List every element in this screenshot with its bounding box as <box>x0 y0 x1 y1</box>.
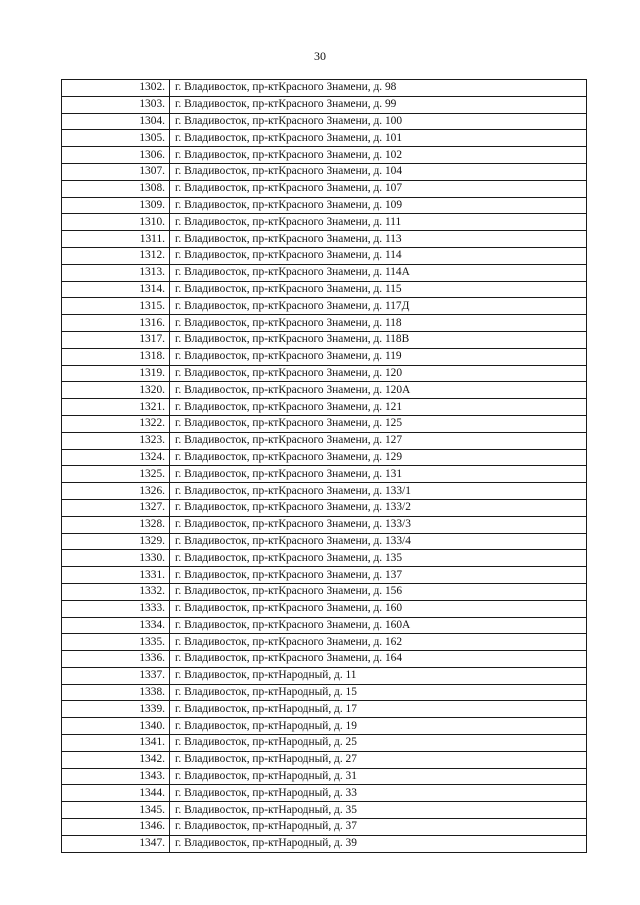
address-cell: г. Владивосток, пр-ктКрасного Знамени, д. 127 <box>170 432 587 449</box>
table-row <box>62 449 587 466</box>
table-row <box>62 583 587 600</box>
table-row <box>62 819 587 836</box>
address-cell: г. Владивосток, пр-ктКрасного Знамени, д. 113 <box>170 231 587 248</box>
table-row <box>62 163 587 180</box>
row-number-cell: 1314. <box>62 281 170 298</box>
address-cell: г. Владивосток, пр-ктКрасного Знамени, д. 133/4 <box>170 533 587 550</box>
row-number-cell: 1310. <box>62 214 170 231</box>
table-row <box>62 214 587 231</box>
table-row <box>62 281 587 298</box>
address-cell: г. Владивосток, пр-ктНародный, д. 31 <box>170 768 587 785</box>
row-number-cell: 1318. <box>62 348 170 365</box>
row-number-cell: 1345. <box>62 802 170 819</box>
row-number-cell: 1339. <box>62 701 170 718</box>
row-number-cell: 1315. <box>62 298 170 315</box>
address-cell: г. Владивосток, пр-ктКрасного Знамени, д. 120 <box>170 365 587 382</box>
table-row <box>62 667 587 684</box>
row-number-cell: 1329. <box>62 533 170 550</box>
table-row <box>62 550 587 567</box>
table-row <box>62 365 587 382</box>
row-number-cell: 1312. <box>62 247 170 264</box>
row-number-cell: 1316. <box>62 315 170 332</box>
address-cell: г. Владивосток, пр-ктКрасного Знамени, д. 120А <box>170 382 587 399</box>
table-row <box>62 432 587 449</box>
address-cell: г. Владивосток, пр-ктНародный, д. 17 <box>170 701 587 718</box>
row-number-cell: 1325. <box>62 466 170 483</box>
row-number-cell: 1337. <box>62 667 170 684</box>
address-cell: г. Владивосток, пр-ктКрасного Знамени, д. 107 <box>170 180 587 197</box>
address-cell: г. Владивосток, пр-ктКрасного Знамени, д. 101 <box>170 130 587 147</box>
address-cell: г. Владивосток, пр-ктНародный, д. 27 <box>170 751 587 768</box>
table-row <box>62 835 587 852</box>
row-number-cell: 1342. <box>62 751 170 768</box>
address-cell: г. Владивосток, пр-ктНародный, д. 33 <box>170 785 587 802</box>
row-number-cell: 1340. <box>62 718 170 735</box>
row-number-cell: 1309. <box>62 197 170 214</box>
address-cell: г. Владивосток, пр-ктКрасного Знамени, д. 114 <box>170 247 587 264</box>
address-cell: г. Владивосток, пр-ктКрасного Знамени, д. 118 <box>170 315 587 332</box>
address-table-body <box>62 80 587 853</box>
table-row <box>62 466 587 483</box>
row-number-cell: 1335. <box>62 634 170 651</box>
row-number-cell: 1330. <box>62 550 170 567</box>
table-row <box>62 315 587 332</box>
row-number-cell: 1343. <box>62 768 170 785</box>
table-row <box>62 96 587 113</box>
row-number-cell: 1331. <box>62 567 170 584</box>
row-number-cell: 1302. <box>62 80 170 97</box>
address-table <box>61 79 587 853</box>
address-cell: г. Владивосток, пр-ктНародный, д. 37 <box>170 819 587 836</box>
row-number-cell: 1321. <box>62 399 170 416</box>
table-row <box>62 735 587 752</box>
table-row <box>62 197 587 214</box>
address-cell: г. Владивосток, пр-ктКрасного Знамени, д. 164 <box>170 651 587 668</box>
row-number-cell: 1347. <box>62 835 170 852</box>
address-cell: г. Владивосток, пр-ктНародный, д. 11 <box>170 667 587 684</box>
address-cell: г. Владивосток, пр-ктКрасного Знамени, д. 133/1 <box>170 483 587 500</box>
address-cell: г. Владивосток, пр-ктКрасного Знамени, д. 131 <box>170 466 587 483</box>
row-number-cell: 1304. <box>62 113 170 130</box>
address-cell: г. Владивосток, пр-ктКрасного Знамени, д. 129 <box>170 449 587 466</box>
address-cell: г. Владивосток, пр-ктКрасного Знамени, д. 102 <box>170 147 587 164</box>
table-row <box>62 180 587 197</box>
page-number: 30 <box>314 49 326 63</box>
address-cell: г. Владивосток, пр-ктКрасного Знамени, д. 121 <box>170 399 587 416</box>
address-cell: г. Владивосток, пр-ктКрасного Знамени, д. 99 <box>170 96 587 113</box>
row-number-cell: 1317. <box>62 331 170 348</box>
address-cell: г. Владивосток, пр-ктКрасного Знамени, д. 111 <box>170 214 587 231</box>
row-number-cell: 1303. <box>62 96 170 113</box>
row-number-cell: 1322. <box>62 415 170 432</box>
address-cell: г. Владивосток, пр-ктНародный, д. 19 <box>170 718 587 735</box>
table-row <box>62 399 587 416</box>
address-cell: г. Владивосток, пр-ктКрасного Знамени, д. 125 <box>170 415 587 432</box>
table-row <box>62 415 587 432</box>
table-row <box>62 718 587 735</box>
row-number-cell: 1308. <box>62 180 170 197</box>
address-cell: г. Владивосток, пр-ктКрасного Знамени, д. 117Д <box>170 298 587 315</box>
row-number-cell: 1338. <box>62 684 170 701</box>
table-row <box>62 600 587 617</box>
address-cell: г. Владивосток, пр-ктКрасного Знамени, д. 119 <box>170 348 587 365</box>
table-row <box>62 567 587 584</box>
row-number-cell: 1334. <box>62 617 170 634</box>
table-row <box>62 382 587 399</box>
row-number-cell: 1333. <box>62 600 170 617</box>
table-row <box>62 617 587 634</box>
row-number-cell: 1332. <box>62 583 170 600</box>
address-cell: г. Владивосток, пр-ктКрасного Знамени, д. 114А <box>170 264 587 281</box>
table-row <box>62 651 587 668</box>
row-number-cell: 1336. <box>62 651 170 668</box>
row-number-cell: 1346. <box>62 819 170 836</box>
table-row <box>62 247 587 264</box>
row-number-cell: 1326. <box>62 483 170 500</box>
row-number-cell: 1305. <box>62 130 170 147</box>
row-number-cell: 1320. <box>62 382 170 399</box>
row-number-cell: 1306. <box>62 147 170 164</box>
table-row <box>62 499 587 516</box>
address-cell: г. Владивосток, пр-ктНародный, д. 35 <box>170 802 587 819</box>
address-cell: г. Владивосток, пр-ктКрасного Знамени, д. 135 <box>170 550 587 567</box>
table-row <box>62 80 587 97</box>
table-row <box>62 768 587 785</box>
table-row <box>62 516 587 533</box>
row-number-cell: 1328. <box>62 516 170 533</box>
address-cell: г. Владивосток, пр-ктКрасного Знамени, д. 98 <box>170 80 587 97</box>
row-number-cell: 1323. <box>62 432 170 449</box>
address-cell: г. Владивосток, пр-ктНародный, д. 39 <box>170 835 587 852</box>
row-number-cell: 1341. <box>62 735 170 752</box>
address-cell: г. Владивосток, пр-ктКрасного Знамени, д. 100 <box>170 113 587 130</box>
table-row <box>62 147 587 164</box>
row-number-cell: 1307. <box>62 163 170 180</box>
table-row <box>62 130 587 147</box>
table-row <box>62 348 587 365</box>
address-cell: г. Владивосток, пр-ктКрасного Знамени, д. 118В <box>170 331 587 348</box>
table-row <box>62 634 587 651</box>
address-cell: г. Владивосток, пр-ктКрасного Знамени, д. 133/3 <box>170 516 587 533</box>
address-cell: г. Владивосток, пр-ктКрасного Знамени, д. 115 <box>170 281 587 298</box>
table-row <box>62 701 587 718</box>
table-row <box>62 298 587 315</box>
address-cell: г. Владивосток, пр-ктКрасного Знамени, д. 104 <box>170 163 587 180</box>
row-number-cell: 1324. <box>62 449 170 466</box>
table-row <box>62 533 587 550</box>
table-row <box>62 331 587 348</box>
table-row <box>62 231 587 248</box>
row-number-cell: 1311. <box>62 231 170 248</box>
address-cell: г. Владивосток, пр-ктКрасного Знамени, д. 133/2 <box>170 499 587 516</box>
table-row <box>62 785 587 802</box>
address-cell: г. Владивосток, пр-ктКрасного Знамени, д. 137 <box>170 567 587 584</box>
address-cell: г. Владивосток, пр-ктКрасного Знамени, д. 160 <box>170 600 587 617</box>
address-cell: г. Владивосток, пр-ктКрасного Знамени, д. 160А <box>170 617 587 634</box>
address-cell: г. Владивосток, пр-ктНародный, д. 25 <box>170 735 587 752</box>
row-number-cell: 1327. <box>62 499 170 516</box>
address-cell: г. Владивосток, пр-ктКрасного Знамени, д. 109 <box>170 197 587 214</box>
row-number-cell: 1344. <box>62 785 170 802</box>
table-row <box>62 751 587 768</box>
row-number-cell: 1313. <box>62 264 170 281</box>
table-row <box>62 684 587 701</box>
address-cell: г. Владивосток, пр-ктНародный, д. 15 <box>170 684 587 701</box>
table-row <box>62 802 587 819</box>
row-number-cell: 1319. <box>62 365 170 382</box>
address-cell: г. Владивосток, пр-ктКрасного Знамени, д. 156 <box>170 583 587 600</box>
table-row <box>62 264 587 281</box>
table-row <box>62 483 587 500</box>
table-row <box>62 113 587 130</box>
address-cell: г. Владивосток, пр-ктКрасного Знамени, д. 162 <box>170 634 587 651</box>
